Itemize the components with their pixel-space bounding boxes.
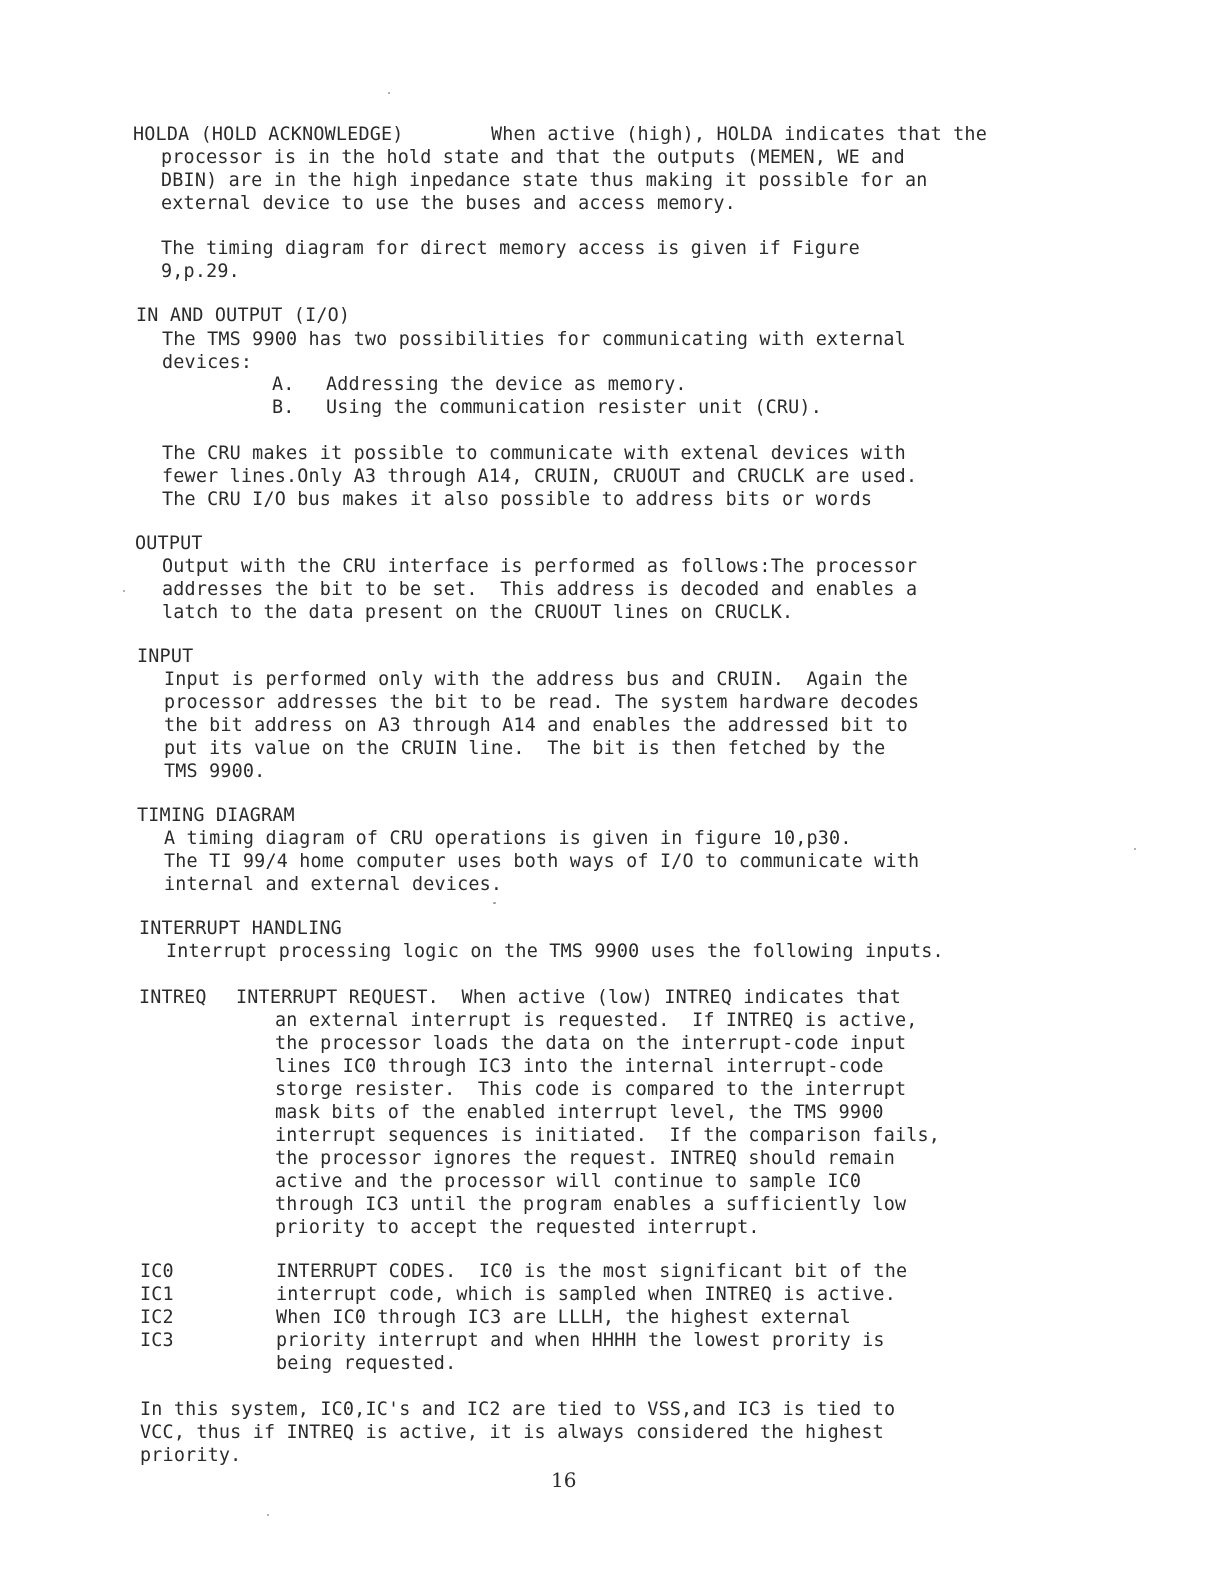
timing-heading: TIMING DIAGRAM	[137, 805, 295, 826]
intreq-line: an external interrupt is requested. If INTREQ is active,	[275, 1010, 918, 1031]
ic-term: IC3	[140, 1330, 174, 1351]
input-line: processor addresses the bit to be read. The system hardware decodes	[164, 692, 920, 713]
ic-line: being requested.	[276, 1353, 457, 1374]
ic-line: priority interrupt and when HHHH the lowest prority is	[276, 1330, 885, 1351]
closing-line: priority.	[140, 1445, 242, 1466]
intreq-line: mask bits of the enabled interrupt level, the TMS 9900	[275, 1102, 884, 1123]
scan-speck	[1134, 848, 1136, 850]
intreq-line: priority to accept the requested interrupt.	[275, 1217, 760, 1238]
input-heading: INPUT	[137, 646, 194, 667]
scan-speck	[388, 92, 390, 94]
holda-line: When active (high), HOLDA indicates that the	[491, 124, 987, 145]
io-list-marker: B.	[272, 397, 295, 418]
timing-line: The TI 99/4 home computer uses both ways of I/O to communicate with	[164, 851, 920, 872]
intreq-line: lines IC0 through IC3 into the internal interrupt-code	[275, 1056, 884, 1077]
io-list-marker: A.	[272, 374, 295, 395]
scan-speck	[123, 590, 125, 592]
input-line: put its value on the CRUIN line. The bit is then fetched by the	[164, 738, 886, 759]
intreq-line: storge resister. This code is compared to the interrupt	[275, 1079, 907, 1100]
ic-term: IC0	[140, 1261, 174, 1282]
holda-term: HOLDA (HOLD ACKNOWLEDGE)	[133, 124, 404, 145]
ic-line: When IC0 through IC3 are LLLH, the highest external	[276, 1307, 851, 1328]
closing-line: In this system, IC0,IC's and IC2 are tied to VSS,and IC3 is tied to	[140, 1399, 896, 1420]
io-line: devices:	[162, 352, 253, 373]
input-line: the bit address on A3 through A14 and enables the addressed bit to	[164, 715, 908, 736]
holda-line: DBIN) are in the high inpedance state thus making it possible for an	[161, 170, 928, 191]
output-line: addresses the bit to be set. This address is decoded and enables a	[162, 579, 918, 600]
cru-line: fewer lines.Only A3 through A14, CRUIN, CRUOUT and CRUCLK are used.	[162, 466, 918, 487]
intreq-term: INTREQ	[139, 987, 207, 1008]
interrupt-heading: INTERRUPT HANDLING	[139, 918, 342, 939]
ic-line: INTERRUPT CODES. IC0 is the most significant bit of the	[276, 1261, 908, 1282]
output-line: latch to the data present on the CRUOUT lines on CRUCLK.	[162, 602, 794, 623]
input-line: Input is performed only with the address bus and CRUIN. Again the	[164, 669, 908, 690]
intreq-line: INTERRUPT REQUEST. When active (low) INTREQ indicates that	[236, 987, 902, 1008]
ic-line: interrupt code, which is sampled when INTREQ is active.	[276, 1284, 896, 1305]
output-line: Output with the CRU interface is performed as follows:The processor	[162, 556, 918, 577]
intreq-line: the processor ignores the request. INTREQ should remain	[275, 1148, 895, 1169]
io-list-item: Addressing the device as memory.	[326, 374, 687, 395]
io-heading: IN AND OUTPUT (I/O)	[136, 305, 351, 326]
ic-term: IC2	[140, 1307, 174, 1328]
intreq-line: active and the processor will continue to sample IC0	[275, 1171, 862, 1192]
scan-speck	[267, 1514, 269, 1516]
timing-line: internal and external devices.	[164, 874, 503, 895]
intreq-line: through IC3 until the program enables a sufficiently low	[275, 1194, 907, 1215]
holda-line: external device to use the buses and access memory.	[161, 193, 736, 214]
timing-line: A timing diagram of CRU operations is given in figure 10,p30.	[164, 828, 852, 849]
cru-line: The CRU I/O bus makes it also possible to address bits or words	[162, 489, 873, 510]
holda-line: processor is in the hold state and that the outputs (MEMEN, WE and	[161, 147, 905, 168]
input-line: TMS 9900.	[164, 761, 266, 782]
closing-line: VCC, thus if INTREQ is active, it is always considered the highest	[140, 1422, 884, 1443]
ic-term: IC1	[140, 1284, 174, 1305]
io-line: The TMS 9900 has two possibilities for communicating with external	[162, 329, 906, 350]
dma-timing-line: 9,p.29.	[161, 261, 240, 282]
interrupt-line: Interrupt processing logic on the TMS 9900 uses the following inputs.	[166, 941, 944, 962]
output-heading: OUTPUT	[135, 533, 203, 554]
scan-speck	[493, 902, 496, 904]
dma-timing-line: The timing diagram for direct memory access is given if Figure	[161, 238, 860, 259]
cru-line: The CRU makes it possible to communicate with extenal devices with	[162, 443, 906, 464]
intreq-line: interrupt sequences is initiated. If the comparison fails,	[275, 1125, 941, 1146]
io-list-item: Using the communication resister unit (CRU).	[326, 397, 822, 418]
intreq-line: the processor loads the data on the interrupt-code input	[275, 1033, 907, 1054]
page-number: 16	[551, 1468, 577, 1492]
